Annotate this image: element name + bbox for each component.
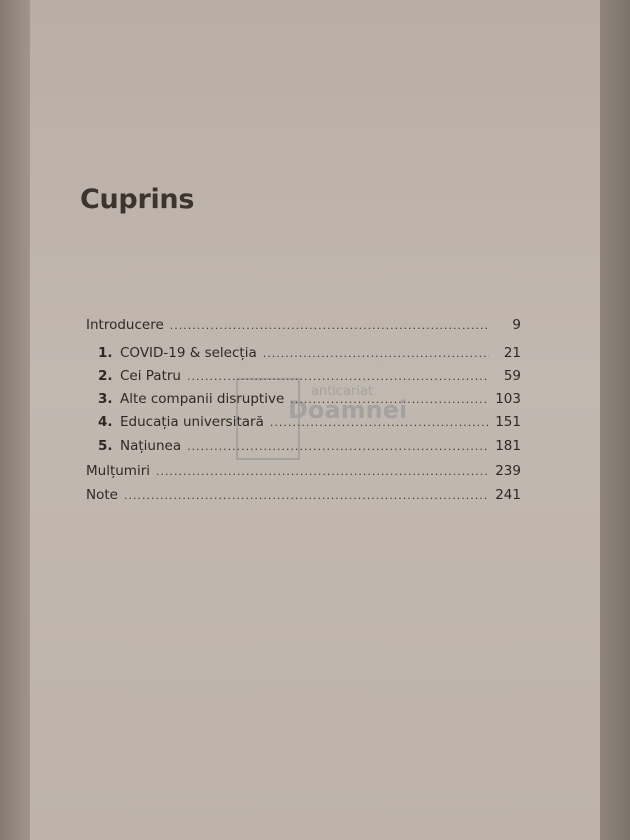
leader-dots bbox=[170, 319, 489, 332]
toc-entry-page: 9 bbox=[512, 317, 521, 333]
toc-entry-page: 59 bbox=[503, 368, 521, 384]
leader-dots bbox=[124, 489, 489, 502]
toc-entry-label: COVID-19 & selecția bbox=[120, 345, 257, 361]
chapter-number: 5. bbox=[98, 438, 113, 454]
chapter-number: 3. bbox=[98, 391, 113, 407]
chapter-number: 1. bbox=[98, 345, 113, 361]
watermark-logo bbox=[236, 378, 406, 458]
chapter-number: 4. bbox=[98, 414, 113, 430]
toc-entry-page: 151 bbox=[495, 414, 521, 430]
page-title: Cuprins bbox=[80, 184, 195, 215]
toc-entry-label: Introducere bbox=[86, 317, 164, 333]
leader-dots bbox=[156, 465, 489, 478]
book-gutter bbox=[0, 0, 30, 840]
toc-entry-page: 241 bbox=[495, 487, 521, 503]
watermark-small-text: anticariat bbox=[311, 384, 374, 399]
toc-entry bbox=[86, 463, 521, 483]
toc-entry-label: Mulțumiri bbox=[86, 463, 151, 479]
toc-entry bbox=[98, 345, 521, 365]
toc-entry-page: 239 bbox=[495, 463, 521, 479]
toc-entry-label: Alte companii disruptive bbox=[120, 391, 285, 407]
page-edge bbox=[600, 0, 630, 840]
toc-entry bbox=[86, 487, 521, 507]
toc-entry-page: 181 bbox=[495, 438, 521, 454]
toc-entry-page: 21 bbox=[503, 345, 521, 361]
toc-entry-page: 103 bbox=[495, 391, 521, 407]
toc-entry-label: Națiunea bbox=[120, 438, 182, 454]
toc-entry-label: Educația universitară bbox=[120, 414, 264, 430]
toc-entry-label: Cei Patru bbox=[120, 368, 181, 384]
toc-entry bbox=[86, 317, 521, 337]
watermark-big-text: Doamnei bbox=[288, 396, 408, 424]
toc-entry-label: Note bbox=[86, 487, 118, 503]
leader-dots bbox=[263, 347, 489, 360]
chapter-number: 2. bbox=[98, 368, 113, 384]
